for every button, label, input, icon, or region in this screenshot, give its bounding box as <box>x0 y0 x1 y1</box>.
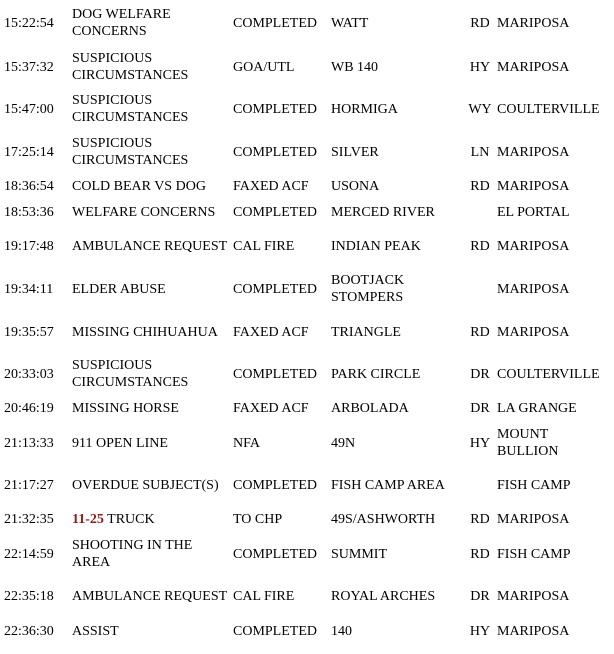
table-row <box>0 621 614 641</box>
call-type: AMBULANCE REQUEST <box>72 238 228 254</box>
call-street-suffix <box>463 272 497 306</box>
call-type: WELFARE CONCERNS <box>72 204 216 220</box>
table-row <box>0 315 614 349</box>
call-street-suffix: RD <box>470 546 490 562</box>
call-city: MARIPOSA <box>497 178 570 194</box>
call-street: TRIANGLE <box>331 324 401 340</box>
call-city: MARIPOSA <box>497 59 570 75</box>
call-street-suffix: RD <box>470 238 490 254</box>
call-status: COMPLETED <box>233 477 317 493</box>
call-status: COMPLETED <box>233 204 317 220</box>
call-city: COULTERVILLE <box>497 101 600 117</box>
call-street: SUMMIT <box>331 546 388 562</box>
call-time: 21:32:35 <box>4 511 54 527</box>
table-row <box>0 92 614 126</box>
call-type: SUSPICIOUS CIRCUMSTANCES <box>72 93 189 125</box>
call-city: MOUNT BULLION <box>497 427 559 459</box>
call-street-suffix <box>463 202 497 222</box>
call-type: SUSPICIOUS CIRCUMSTANCES <box>72 136 189 168</box>
call-type: SHOOTING IN THE AREA <box>72 538 193 570</box>
call-status: COMPLETED <box>233 15 317 31</box>
table-row <box>0 202 614 222</box>
call-type: SUSPICIOUS CIRCUMSTANCES <box>72 51 189 83</box>
call-street-suffix: DR <box>470 366 490 382</box>
call-street: ROYAL ARCHES <box>331 588 436 604</box>
call-street: SILVER <box>331 144 379 160</box>
call-street-suffix: RD <box>470 511 490 527</box>
call-street: WATT <box>331 15 369 31</box>
call-city: MARIPOSA <box>497 15 570 31</box>
call-time: 21:17:27 <box>4 477 54 493</box>
call-city: MARIPOSA <box>497 588 570 604</box>
call-city: MARIPOSA <box>497 144 570 160</box>
call-street: ARBOLADA <box>331 400 409 416</box>
call-type: OVERDUE SUBJECT(S) <box>72 477 219 493</box>
call-time: 19:35:57 <box>4 324 54 340</box>
call-street: USONA <box>331 178 380 194</box>
call-type: SUSPICIOUS CIRCUMSTANCES <box>72 358 189 390</box>
call-street: 49N <box>331 435 356 451</box>
table-row <box>0 509 614 529</box>
call-city: MARIPOSA <box>497 281 570 297</box>
call-street: PARK CIRCLE <box>331 366 421 382</box>
call-time: 15:37:32 <box>4 59 54 75</box>
call-city: COULTERVILLE <box>497 366 600 382</box>
call-city: EL PORTAL <box>497 204 570 220</box>
call-street-suffix: DR <box>470 588 490 604</box>
call-status: COMPLETED <box>233 623 317 639</box>
call-status: FAXED ACF <box>233 400 309 416</box>
call-type: ELDER ABUSE <box>72 281 166 297</box>
call-street-suffix: HY <box>469 59 491 75</box>
table-row <box>0 537 614 571</box>
call-street: WB 140 <box>331 59 379 75</box>
call-status: COMPLETED <box>233 101 317 117</box>
call-type: 11-25 TRUCK <box>72 511 155 527</box>
call-time: 19:34:11 <box>4 281 54 297</box>
call-street: HORMIGA <box>331 101 398 117</box>
call-status: TO CHP <box>233 511 283 527</box>
table-row <box>0 579 614 613</box>
call-street-suffix: HY <box>469 435 491 451</box>
call-street-suffix: DR <box>470 400 490 416</box>
call-street: INDIAN PEAK <box>331 238 421 254</box>
table-row <box>0 135 614 169</box>
table-row <box>0 357 614 391</box>
call-city: MARIPOSA <box>497 511 570 527</box>
call-type: COLD BEAR VS DOG <box>72 178 206 194</box>
call-city: FISH CAMP <box>497 477 571 493</box>
call-city: MARIPOSA <box>497 238 570 254</box>
call-type: DOG WELFARE CONCERNS <box>72 7 171 39</box>
call-type: ASSIST <box>72 623 119 639</box>
table-row <box>0 176 614 196</box>
table-row <box>0 468 614 502</box>
call-status: CAL FIRE <box>233 238 295 254</box>
call-street: 49S/ASHWORTH <box>331 511 436 527</box>
table-row <box>0 50 614 84</box>
call-street-suffix: WY <box>468 101 492 117</box>
call-city: LA GRANGE <box>497 400 577 416</box>
call-status: GOA/UTL <box>233 59 295 75</box>
call-time: 15:47:00 <box>4 101 54 117</box>
call-status: FAXED ACF <box>233 324 309 340</box>
call-status: FAXED ACF <box>233 178 309 194</box>
call-street: 140 <box>331 623 352 639</box>
call-street: FISH CAMP AREA <box>331 477 445 493</box>
call-type: MISSING CHIHUAHUA <box>72 324 218 340</box>
call-status: COMPLETED <box>233 144 317 160</box>
call-time: 22:36:30 <box>4 623 54 639</box>
call-street-suffix: HY <box>469 623 491 639</box>
call-street: MERCED RIVER <box>331 204 435 220</box>
table-row <box>0 229 614 263</box>
call-time: 21:13:33 <box>4 435 54 451</box>
call-type-code: 11-25 <box>72 511 104 527</box>
call-time: 20:33:03 <box>4 366 54 382</box>
call-time: 19:17:48 <box>4 238 54 254</box>
call-city: MARIPOSA <box>497 324 570 340</box>
call-time: 22:14:59 <box>4 546 54 562</box>
table-row <box>0 398 614 418</box>
call-time: 18:36:54 <box>4 178 54 194</box>
call-status: COMPLETED <box>233 366 317 382</box>
call-status: CAL FIRE <box>233 588 295 604</box>
call-street-suffix: LN <box>470 144 490 160</box>
call-time: 20:46:19 <box>4 400 54 416</box>
call-city: MARIPOSA <box>497 623 570 639</box>
call-time: 22:35:18 <box>4 588 54 604</box>
call-type: MISSING HORSE <box>72 400 179 416</box>
call-status: NFA <box>233 435 260 451</box>
call-street-suffix: RD <box>470 15 490 31</box>
table-row <box>0 426 614 460</box>
call-type: AMBULANCE REQUEST <box>72 588 228 604</box>
call-time: 15:22:54 <box>4 15 54 31</box>
call-street: BOOTJACK STOMPERS <box>331 273 405 305</box>
call-time: 18:53:36 <box>4 204 54 220</box>
table-row <box>0 6 614 40</box>
call-street-suffix <box>463 468 497 502</box>
table-row <box>0 272 614 306</box>
call-type: 911 OPEN LINE <box>72 435 168 451</box>
call-status: COMPLETED <box>233 546 317 562</box>
call-status: COMPLETED <box>233 281 317 297</box>
call-street-suffix: RD <box>470 324 490 340</box>
call-city: FISH CAMP <box>497 546 571 562</box>
call-time: 17:25:14 <box>4 144 54 160</box>
call-street-suffix: RD <box>470 178 490 194</box>
